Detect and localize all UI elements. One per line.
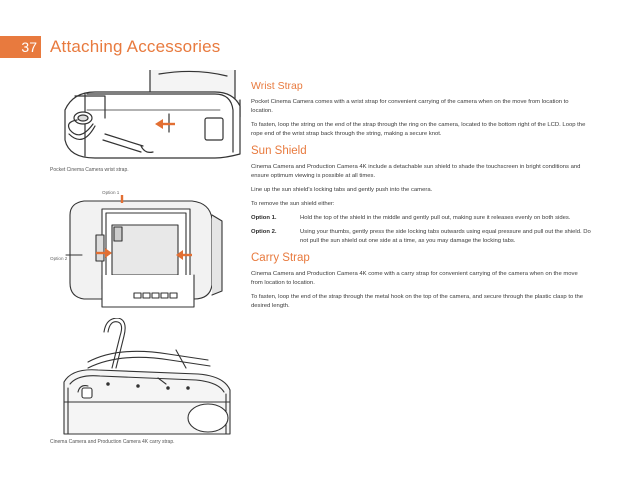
wrist-strap-caption: Pocket Cinema Camera wrist strap.: [50, 167, 129, 173]
text-column: [251, 80, 591, 316]
wrist-strap-illustration: [55, 70, 245, 160]
carry-strap-paragraph-1: Cinema Camera and Production Camera 4K come with a carry strap for convenient carrying of the camera when on the move from location to location.: [251, 271, 578, 286]
page-title: Attaching Accessories: [50, 37, 221, 56]
sun-shield-paragraph-1: Cinema Camera and Production Camera 4K include a detachable sun shield to shade the touchscreen in bright conditions and ensure optimum viewing is possible at all times.: [251, 164, 581, 179]
wrist-strap-paragraph-1: Pocket Cinema Camera comes with a wrist strap for convenient carrying of the camera when on the move from location to location.: [251, 99, 569, 114]
option-2-text: Using your thumbs, gently press the side locking tabs outwards using equal pressure and pull out the shield. Do not pull the sun shield out one side at a time, as you may damage the locking tabs.: [300, 229, 591, 244]
option-1-row: [251, 214, 591, 223]
option-2-label: Option 2.: [251, 229, 277, 235]
carry-strap-illustration: [58, 318, 236, 438]
carry-strap-heading: Carry Strap: [251, 252, 310, 264]
option-2-callout: Option 2: [50, 256, 68, 261]
sun-shield-section: [251, 144, 591, 246]
carry-strap-section: [251, 251, 591, 311]
sun-shield-illustration: [62, 195, 232, 315]
option-1-callout: Option 1: [102, 190, 120, 195]
sun-shield-heading: Sun Shield: [251, 145, 307, 157]
sun-shield-paragraph-2: Line up the sun shield's locking tabs and gently push into the camera.: [251, 187, 433, 193]
option-1-label: Option 1.: [251, 215, 277, 221]
wrist-strap-heading: Wrist Strap: [251, 80, 303, 92]
page-number: 37: [0, 36, 41, 58]
carry-strap-paragraph-2: To fasten, loop the end of the strap through the metal hook on the top of the camera, and secure through the plastic clasp to the desired length.: [251, 294, 584, 309]
wrist-strap-paragraph-2: To fasten, loop the string on the end of the strap through the ring on the camera, located to the bottom right of the LCD. Loop the rope end of the wrist strap back through the string, making a secure knot.: [251, 122, 586, 137]
wrist-strap-section: [251, 80, 591, 139]
sun-shield-paragraph-3: To remove the sun shield either:: [251, 201, 335, 207]
option-2-row: [251, 228, 591, 246]
carry-strap-caption: Cinema Camera and Production Camera 4K carry strap.: [50, 439, 175, 445]
option-1-text: Hold the top of the shield in the middle and gently pull out, making sure it releases evenly on both sides.: [300, 215, 571, 221]
